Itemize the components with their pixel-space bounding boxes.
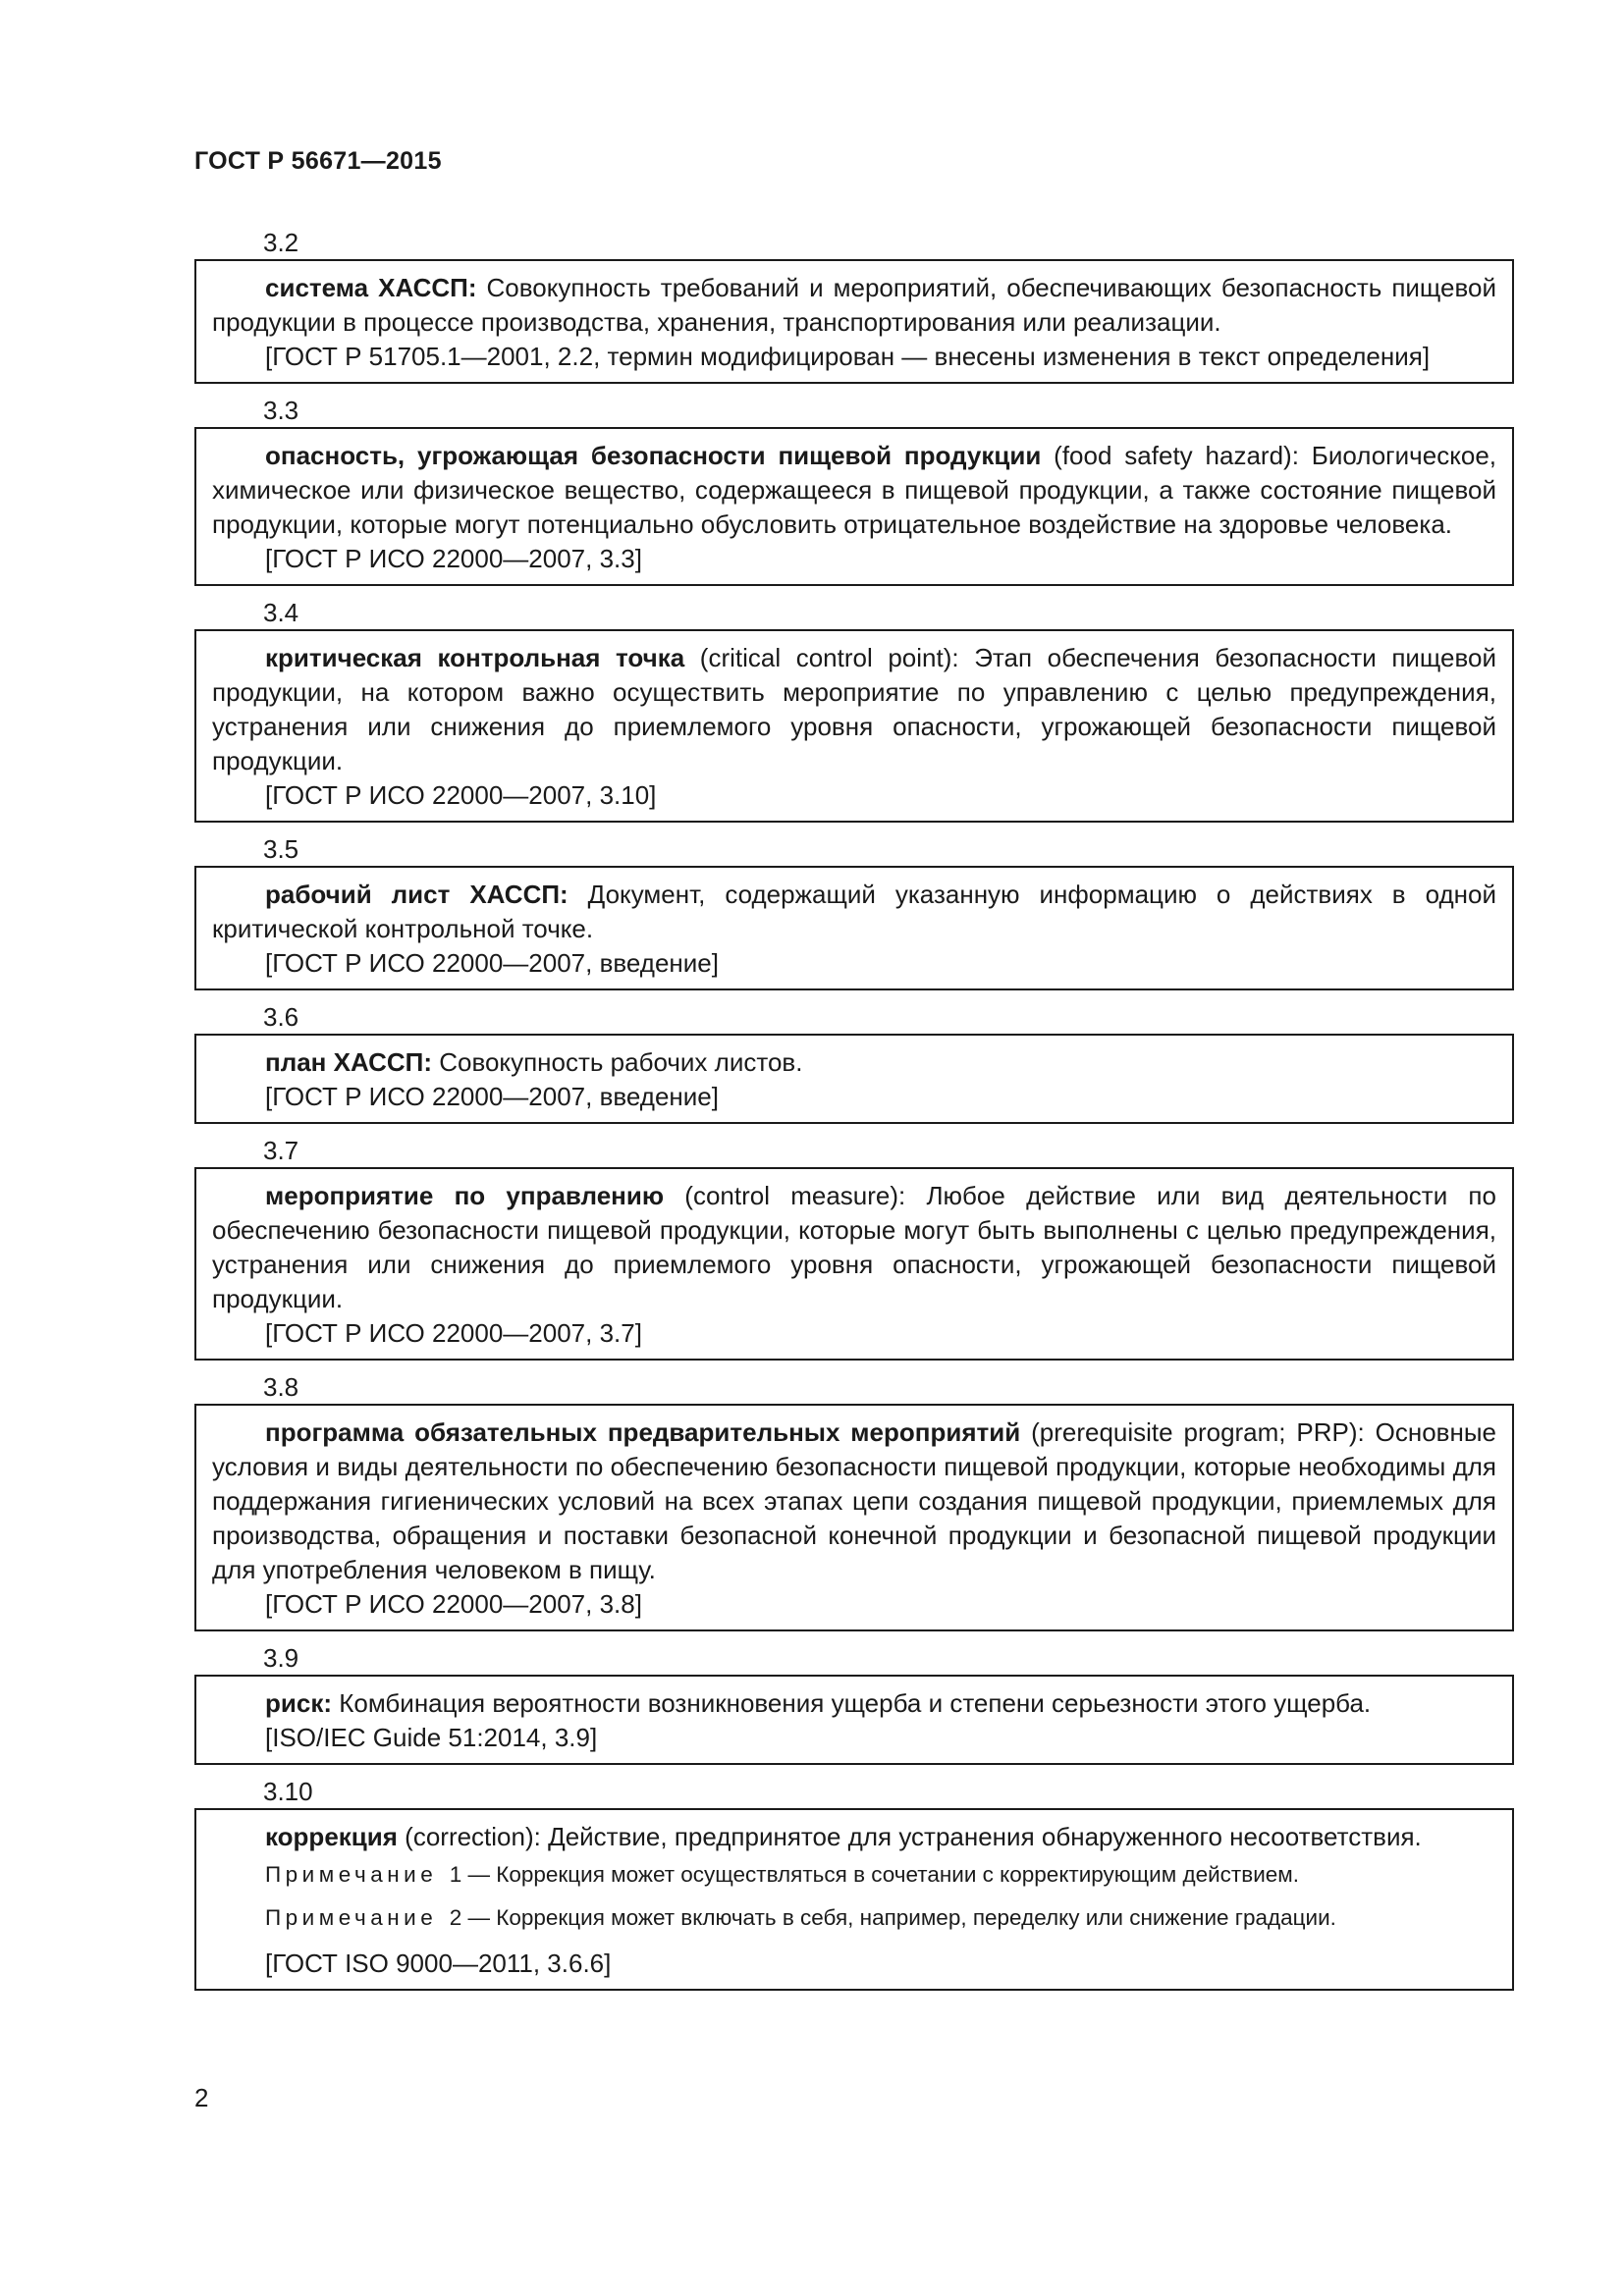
term-definition [212,1045,1496,1080]
term-entry-3-6 [194,1034,1514,1124]
term-number-3-2: 3.2 [263,228,299,257]
term-note-1 [212,1860,1496,1890]
term-source: [ГОСТ Р ИСО 22000—2007, 3.10] [265,780,657,810]
term-number-3-3: 3.3 [263,396,299,425]
term-name: система ХАССП: [265,273,477,302]
term-number-3-7: 3.7 [263,1136,299,1165]
page-number: 2 [194,2083,209,2112]
document-code: ГОСТ Р 56671—2015 [194,147,442,175]
term-source: [ISO/IEC Guide 51:2014, 3.9] [265,1723,598,1752]
term-entry-3-8 [194,1404,1514,1631]
note-text: 2 — Коррекция может включать в себя, например, переделку или снижение градации. [449,1905,1336,1930]
term-entry-3-3 [194,427,1514,586]
term-name: риск: [265,1688,332,1718]
term-number-3-4: 3.4 [263,598,299,627]
note-text: 1 — Коррекция может осуществляться в сочетании с корректирующим действием. [449,1862,1299,1887]
term-entry-3-10 [194,1808,1514,1991]
definition-text: Совокупность требований и мероприятий, обеспечивающих безопасность пищевой продукции в процессе производства, хранения, транспортирования или реализации. [212,273,1496,337]
term-source: [ГОСТ Р ИСО 22000—2007, 3.8] [265,1589,642,1619]
term-entry-3-7 [194,1167,1514,1361]
term-source: [ГОСТ Р ИСО 22000—2007, 3.7] [265,1318,642,1348]
term-source: [ГОСТ Р 51705.1—2001, 2.2, термин модифицирован — внесены изменения в текст определения] [265,342,1431,371]
term-definition [212,439,1496,542]
term-entry-3-5 [194,866,1514,990]
term-number-3-5: 3.5 [263,834,299,864]
term-entry-3-2 [194,259,1514,384]
term-entry-3-4 [194,629,1514,823]
term-definition [212,1820,1496,1854]
term-name: план ХАССП: [265,1047,432,1077]
definition-text: (food safety hazard): Биологическое, химическое или физическое вещество, содержащееся в пищевой продукции, а также состояние пищевой продукции, которые могут потенциально обусловить отрицательное воздействие на здоровье человека. [212,441,1496,539]
term-source: [ГОСТ ISO 9000—2011, 3.6.6] [265,1949,612,1978]
term-name: коррекция [265,1822,398,1851]
term-number-3-10: 3.10 [263,1777,313,1806]
term-name: рабочий лист ХАССП: [265,880,568,909]
term-name: мероприятие по управлению [265,1181,665,1210]
definition-text: Комбинация вероятности возникновения ущерба и степени серьезности этого ущерба. [332,1688,1372,1718]
term-source: [ГОСТ Р ИСО 22000—2007, введение] [265,1082,719,1111]
term-definition [212,878,1496,946]
term-note-2 [212,1903,1496,1933]
term-entry-3-9 [194,1675,1514,1765]
definition-text: (control measure): Любое действие или вид деятельности по обеспечению безопасности пищевой продукции, которые могут быть выполнены с целью предупреждения, устранения или снижения до приемлемого уровня опасности, угрожающей безопасности пищевой продукции. [212,1181,1496,1313]
term-source: [ГОСТ Р ИСО 22000—2007, 3.3] [265,544,642,573]
term-name: опасность, угрожающая безопасности пищевой продукции [265,441,1042,470]
definition-text: Совокупность рабочих листов. [431,1047,803,1077]
term-definition [212,1686,1496,1721]
term-number-3-9: 3.9 [263,1643,299,1673]
term-source: [ГОСТ Р ИСО 22000—2007, введение] [265,948,719,978]
term-number-3-8: 3.8 [263,1372,299,1402]
note-label: Примечание [265,1862,438,1887]
definition-text: Документ, содержащий указанную информацию о действиях в одной критической контрольной точке. [212,880,1496,943]
note-label: Примечание [265,1905,438,1930]
definition-text: (correction): Действие, предпринятое для устранения обнаруженного несоответствия. [397,1822,1422,1851]
term-name: программа обязательных предварительных мероприятий [265,1417,1021,1447]
term-definition [212,641,1496,778]
term-definition [212,271,1496,340]
term-definition [212,1179,1496,1316]
terms-section [194,226,1514,2001]
term-number-3-6: 3.6 [263,1002,299,1032]
term-definition [212,1415,1496,1587]
definition-text: (critical control point): Этап обеспечения безопасности пищевой продукции, на котором важно осуществить мероприятие по управлению с целью предупреждения, устранения или снижения до приемлемого уровня опасности, угрожающей безопасности пищевой продукции. [212,643,1496,775]
term-name: критическая контрольная точка [265,643,685,672]
definition-text: (prerequisite program; PRP): Основные условия и виды деятельности по обеспечению безопасности пищевой продукции, которые необходимы для поддержания гигиенических условий на всех этапах цепи создания пищевой продукции, приемлемых для производства, обращения и поставки безопасной конечной продукции и безопасной пищевой продукции для употребления человеком в пищу. [212,1417,1496,1584]
